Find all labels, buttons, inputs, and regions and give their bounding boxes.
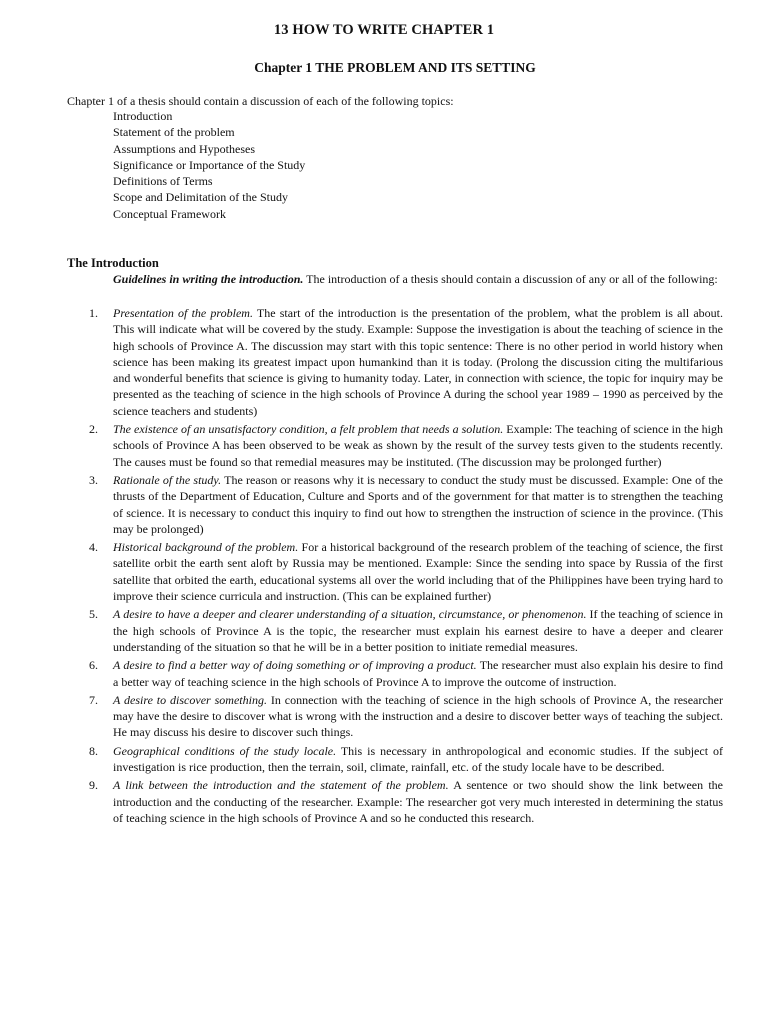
topic-item: Assumptions and Hypotheses [113,141,255,156]
item-lead: Geographical conditions of the study locale. [113,743,337,758]
list-item [67,692,723,741]
item-lead: Rationale of the study. [113,472,222,487]
guidelines-label: Guidelines in writing the introduction. [113,272,304,286]
item-text: A sentence or two should show the link between the introduction and the conducting of the researcher. Example: The researcher got very much interested in determining the status of teaching science in the high schools of Province A and so he conducted this research. [113,778,724,825]
guidelines-list [67,305,723,828]
item-text: The reason or reasons why it is necessary to conduct the study must be discussed. Example: One of the thrusts of the Department of Education, Culture and Sports and of the government for that matter is to strengthen the teaching of science. It is necessary to conduct this inquiry to find out how to strengthen the instruction of science in the province. (This may be prolonged) [113,472,723,536]
topic-item: Conceptual Framework [113,206,226,221]
section-heading-introduction: The Introduction [67,256,159,270]
list-item [67,777,723,826]
intro-paragraph: Chapter 1 of a thesis should contain a discussion of each of the following topics: [67,94,454,108]
topic-item: Statement of the problem [113,125,235,140]
topic-item: Scope and Delimitation of the Study [113,190,288,205]
list-item [67,305,723,419]
item-lead: Historical background of the problem. [113,540,299,555]
guidelines-text: The introduction of a thesis should contain a discussion of any or all of the following: [303,272,718,286]
item-lead: Presentation of the problem. [113,306,253,320]
item-number: 5. [89,607,98,622]
item-text: The start of the introduction is the presentation of the problem, what the problem is all about. This will indicate what will be covered by the study. Example: Suppose the investigation is about the teaching of science in the high schools of Province A. The discussion may start with this topic sentence: There is no other period in world history when science has been making its greatest impact upon humankind than it is today. (Prolong the discussion citing the multifarious and wonderful benefits that science is giving to humanity today. Later, in connection with science, the topic for inquiry may be presented as the teaching of science in the high schools of Province A during the school year 1989 – 1990 as perceived by the science teachers and students) [113,306,723,418]
item-lead: The existence of an unsatisfactory condition, a felt problem that needs a solution. [113,422,504,437]
item-number: 8. [89,743,98,758]
item-text: This is necessary in anthropological and economic studies. If the subject of investigation is rice production, then the terrain, soil, climate, rainfall, etc. of the study locale have to be described. [113,743,723,775]
item-number: 2. [89,422,98,437]
chapter-title: Chapter 1 THE PROBLEM AND ITS SETTING [254,60,536,75]
item-text: The researcher must also explain his desire to find a better way of teaching science in the high schools of Province A to improve the outcome of instruction. [113,658,723,689]
item-number: 7. [89,692,98,707]
item-lead: A desire to find a better way of doing something or of improving a product. [113,658,477,673]
list-item [67,743,723,776]
list-item [67,421,723,470]
item-text: For a historical background of the research problem of the teaching of science, the first satellite orbit the earth sent aloft by Russia may be mentioned. Example: Since the sending into space by Russia of the first satellite that orbited the earth, educational systems all over the world including that of the Philippines have been trying hard to improve their science curricula and instruction. (This can be explained further) [113,540,723,604]
item-text: In connection with the teaching of science in the high schools of Province A, the researcher may have the desire to discover what is wrong with the instruction and a desire to discover better ways of teaching the subject. He may discuss his desire to discover such things. [113,692,723,740]
item-number: 3. [89,472,98,487]
item-lead: A desire to have a deeper and clearer understanding of a situation, circumstance, or phenomenon. [113,607,587,622]
item-text: Example: The teaching of science in the high schools of Province A has been observed to be weak as shown by the result of the survey tests given to the students recently. The causes must be found so that remedial measures may be instituted. (The discussion may be prolonged further) [113,422,724,469]
item-lead: A desire to discover something. [113,692,267,707]
item-number: 9. [89,778,98,793]
guidelines-paragraph [67,271,723,287]
item-text: If the teaching of science in the high schools of Province A is the topic, the researcher must explain his earnest desire to have a deeper and clearer understanding of the situation so that he will be in a better position to initiate remedial measures. [113,607,723,654]
list-item [67,657,723,690]
item-number: 4. [89,540,98,555]
list-item [67,606,723,655]
topic-item: Significance or Importance of the Study [113,157,306,172]
item-number: 1. [89,306,98,320]
item-lead: A link between the introduction and the statement of the problem. [113,778,449,793]
document-title: 13 HOW TO WRITE CHAPTER 1 [273,22,495,38]
item-number: 6. [89,658,98,673]
topics-list [113,108,613,222]
topic-item: Introduction [113,109,173,123]
list-item [67,472,723,537]
list-item [67,539,723,604]
topic-item: Definitions of Terms [113,174,213,189]
